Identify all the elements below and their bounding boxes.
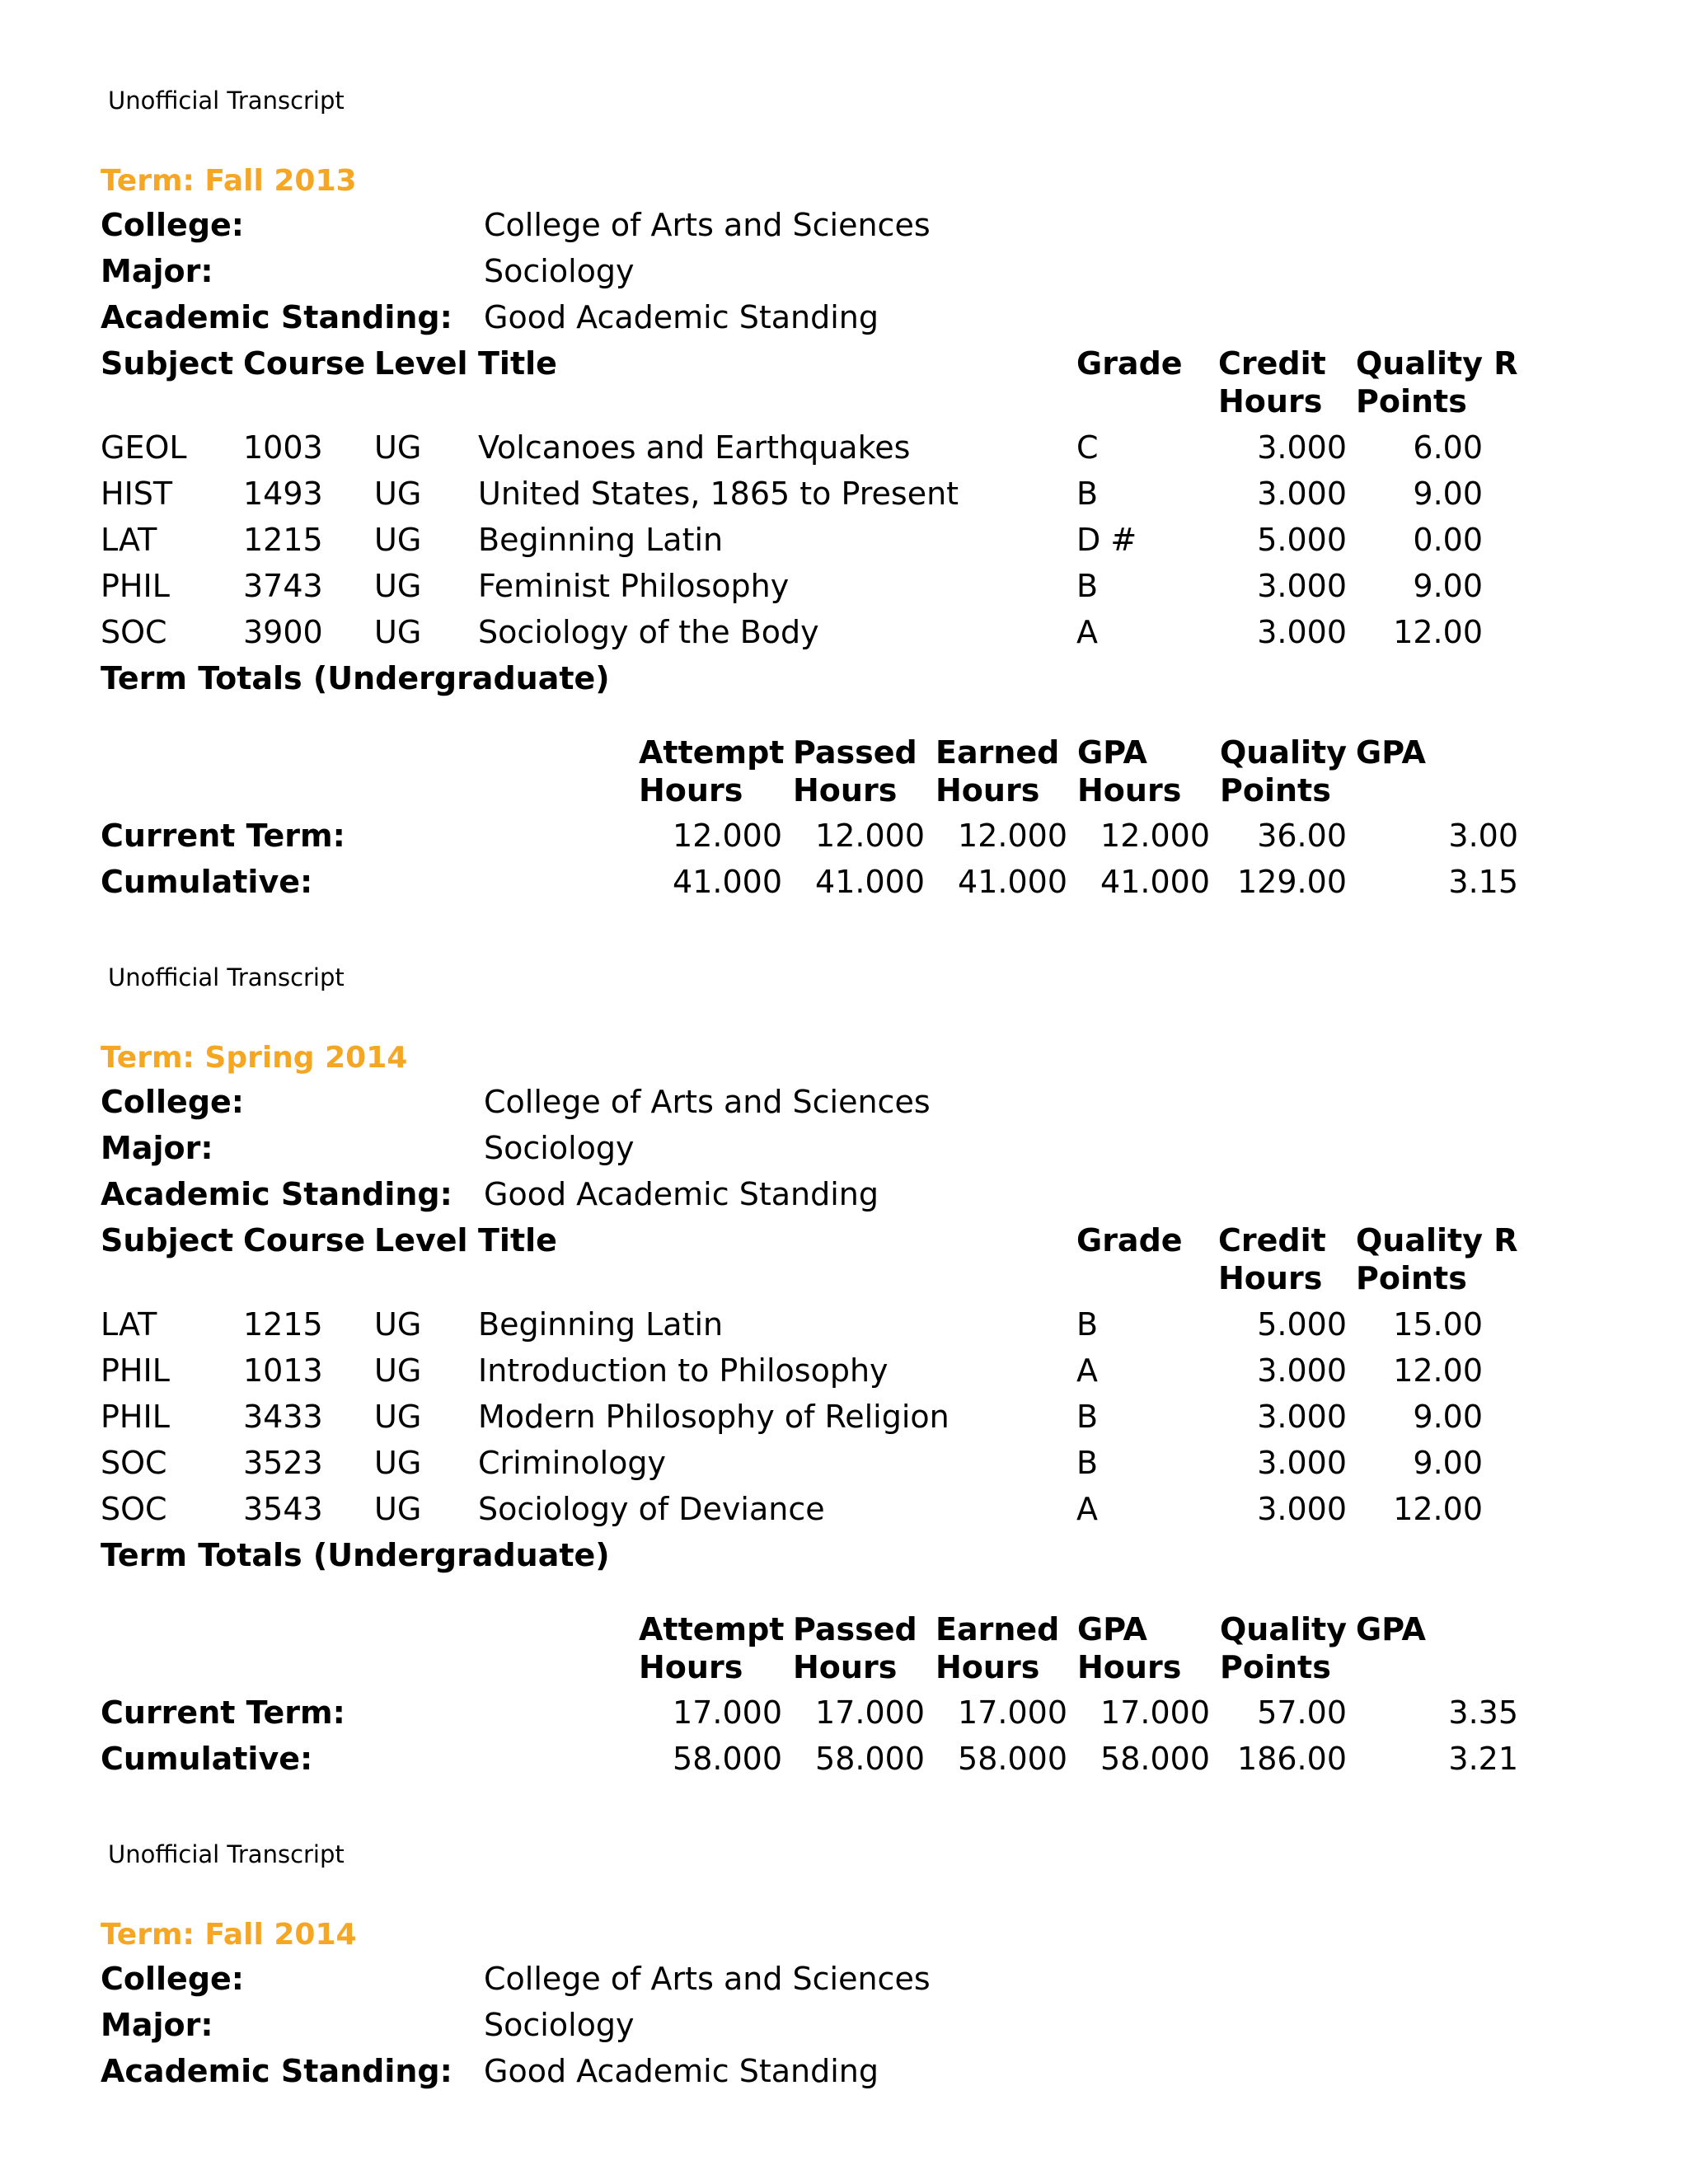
table-row	[0, 1486, 1688, 1532]
term-section-spring-2014	[0, 877, 1688, 1777]
college-row	[0, 1956, 1688, 2002]
header-title: Title	[478, 1222, 557, 1258]
header-subject: Subject	[101, 345, 234, 382]
header-gpa-hours: GPA Hours	[1077, 1611, 1182, 1685]
term-totals-title: Term Totals (Undergraduate)	[101, 660, 610, 696]
course-subject: HIST	[101, 476, 173, 512]
current-gpa-hours: 12.000	[1100, 818, 1210, 854]
term-section-fall-2013	[0, 0, 1688, 900]
course-subject: PHIL	[101, 568, 170, 604]
course-title: Sociology of Deviance	[478, 1491, 825, 1527]
course-table-header	[0, 1217, 1688, 1296]
course-grade: B	[1076, 1445, 1099, 1481]
course-number: 3433	[243, 1399, 323, 1435]
cumulative-passed-hours: 41.000	[815, 864, 925, 900]
standing-row	[0, 2048, 1688, 2094]
header-passed-hours: Passed Hours	[793, 734, 917, 808]
cumulative-earned-hours: 41.000	[958, 864, 1067, 900]
course-number: 3543	[243, 1491, 323, 1527]
course-level: UG	[374, 429, 422, 466]
course-grade: D #	[1076, 522, 1137, 558]
course-quality: 12.00	[1393, 614, 1483, 650]
header-level: Level	[374, 1222, 468, 1258]
table-row	[0, 1394, 1688, 1440]
term-title: Term: Spring 2014	[101, 1041, 408, 1075]
course-quality: 0.00	[1413, 522, 1483, 558]
table-row	[0, 563, 1688, 609]
table-row	[0, 471, 1688, 517]
college-value: College of Arts and Sciences	[484, 1084, 931, 1120]
header-attempt-hours: Attempt Hours	[639, 734, 785, 808]
table-row	[0, 1347, 1688, 1394]
totals-table-header	[0, 1606, 1688, 1685]
course-grade: A	[1076, 1491, 1098, 1527]
course-level: UG	[374, 1306, 422, 1343]
term-totals-title: Term Totals (Undergraduate)	[101, 1537, 610, 1573]
major-value: Sociology	[484, 253, 635, 289]
college-row	[0, 202, 1688, 248]
current-term-label: Current Term:	[101, 818, 345, 854]
major-row	[0, 2002, 1688, 2048]
document-header: Unofficial Transcript	[108, 87, 345, 115]
current-earned-hours: 12.000	[958, 818, 1067, 854]
major-row	[0, 248, 1688, 294]
current-quality-points: 57.00	[1257, 1694, 1347, 1731]
header-course: Course	[243, 1222, 366, 1258]
header-attempt-hours: Attempt Hours	[639, 1611, 785, 1685]
standing-row	[0, 1171, 1688, 1217]
course-title: Volcanoes and Earthquakes	[478, 429, 911, 466]
standing-label: Academic Standing:	[101, 2053, 452, 2089]
course-title: United States, 1865 to Present	[478, 476, 959, 512]
table-row	[0, 1440, 1688, 1486]
course-title: Beginning Latin	[478, 522, 724, 558]
college-row	[0, 1079, 1688, 1125]
course-credit: 3.000	[1257, 476, 1347, 512]
table-row	[0, 1301, 1688, 1347]
term-totals-row	[0, 1532, 1688, 1578]
college-value: College of Arts and Sciences	[484, 1961, 931, 1997]
course-credit: 3.000	[1257, 1352, 1347, 1389]
header-credit-hours: Credit Hours	[1218, 1222, 1326, 1296]
cumulative-label: Cumulative:	[101, 864, 313, 900]
cumulative-gpa-hours: 58.000	[1100, 1741, 1210, 1777]
course-level: UG	[374, 568, 422, 604]
course-title: Beginning Latin	[478, 1306, 724, 1343]
course-quality: 6.00	[1413, 429, 1483, 466]
header-grade: Grade	[1076, 1222, 1183, 1258]
current-passed-hours: 12.000	[815, 818, 925, 854]
current-attempt-hours: 17.000	[673, 1694, 782, 1731]
course-credit: 3.000	[1257, 429, 1347, 466]
term-totals-row	[0, 655, 1688, 701]
document-header: Unofficial Transcript	[108, 963, 345, 991]
totals-table-header	[0, 729, 1688, 808]
course-subject: PHIL	[101, 1399, 170, 1435]
current-gpa: 3.00	[1448, 818, 1518, 854]
course-level: UG	[374, 1445, 422, 1481]
course-quality: 15.00	[1393, 1306, 1483, 1343]
header-earned-hours: Earned Hours	[935, 1611, 1060, 1685]
header-course: Course	[243, 345, 366, 382]
course-number: 3523	[243, 1445, 323, 1481]
standing-label: Academic Standing:	[101, 1176, 452, 1212]
course-title: Criminology	[478, 1445, 667, 1481]
cumulative-earned-hours: 58.000	[958, 1741, 1067, 1777]
course-table-header	[0, 340, 1688, 419]
current-passed-hours: 17.000	[815, 1694, 925, 1731]
term-section-fall-2014	[0, 1754, 1688, 2184]
course-credit: 3.000	[1257, 1399, 1347, 1435]
course-credit: 3.000	[1257, 1445, 1347, 1481]
course-grade: B	[1076, 1399, 1099, 1435]
college-label: College:	[101, 1084, 244, 1120]
standing-value: Good Academic Standing	[484, 299, 879, 335]
current-gpa: 3.35	[1448, 1694, 1518, 1731]
course-grade: C	[1076, 429, 1099, 466]
course-title: Modern Philosophy of Religion	[478, 1399, 950, 1435]
header-quality-points: Quality R Points	[1356, 345, 1518, 419]
header-title: Title	[478, 345, 557, 382]
course-quality: 9.00	[1413, 476, 1483, 512]
course-subject: SOC	[101, 1491, 167, 1527]
standing-value: Good Academic Standing	[484, 2053, 879, 2089]
major-label: Major:	[101, 1130, 213, 1166]
course-title: Sociology of the Body	[478, 614, 819, 650]
course-level: UG	[374, 1399, 422, 1435]
header-level: Level	[374, 345, 468, 382]
course-subject: LAT	[101, 1306, 157, 1343]
course-credit: 3.000	[1257, 568, 1347, 604]
cumulative-attempt-hours: 41.000	[673, 864, 782, 900]
course-grade: B	[1076, 1306, 1099, 1343]
course-credit: 3.000	[1257, 1491, 1347, 1527]
document-header: Unofficial Transcript	[108, 1840, 345, 1868]
current-earned-hours: 17.000	[958, 1694, 1067, 1731]
course-grade: A	[1076, 1352, 1098, 1389]
major-label: Major:	[101, 253, 213, 289]
header-gpa: GPA	[1356, 1611, 1426, 1647]
college-value: College of Arts and Sciences	[484, 207, 931, 243]
cumulative-quality-points: 186.00	[1237, 1741, 1347, 1777]
course-number: 1215	[243, 522, 323, 558]
standing-value: Good Academic Standing	[484, 1176, 879, 1212]
course-subject: SOC	[101, 614, 167, 650]
course-grade: B	[1076, 476, 1099, 512]
course-level: UG	[374, 476, 422, 512]
cumulative-attempt-hours: 58.000	[673, 1741, 782, 1777]
course-number: 3900	[243, 614, 323, 650]
header-quality-points: Quality R Points	[1356, 1222, 1518, 1296]
cumulative-gpa: 3.15	[1448, 864, 1518, 900]
current-term-label: Current Term:	[101, 1694, 345, 1731]
cumulative-passed-hours: 58.000	[815, 1741, 925, 1777]
course-quality: 12.00	[1393, 1352, 1483, 1389]
table-row	[0, 517, 1688, 563]
course-credit: 5.000	[1257, 522, 1347, 558]
header-passed-hours: Passed Hours	[793, 1611, 917, 1685]
major-label: Major:	[101, 2007, 213, 2043]
header-quality-points: Quality Points	[1220, 734, 1347, 808]
course-number: 1215	[243, 1306, 323, 1343]
course-credit: 3.000	[1257, 614, 1347, 650]
standing-label: Academic Standing:	[101, 299, 452, 335]
table-row	[0, 424, 1688, 471]
header-grade: Grade	[1076, 345, 1183, 382]
current-term-row	[0, 1690, 1688, 1736]
college-label: College:	[101, 1961, 244, 1997]
course-number: 3743	[243, 568, 323, 604]
course-quality: 9.00	[1413, 568, 1483, 604]
course-subject: PHIL	[101, 1352, 170, 1389]
course-credit: 5.000	[1257, 1306, 1347, 1343]
term-title: Term: Fall 2014	[101, 1918, 357, 1952]
current-attempt-hours: 12.000	[673, 818, 782, 854]
header-gpa-hours: GPA Hours	[1077, 734, 1182, 808]
course-grade: A	[1076, 614, 1098, 650]
standing-row	[0, 294, 1688, 340]
major-row	[0, 1125, 1688, 1171]
course-number: 1013	[243, 1352, 323, 1389]
header-earned-hours: Earned Hours	[935, 734, 1060, 808]
cumulative-gpa: 3.21	[1448, 1741, 1518, 1777]
course-title: Feminist Philosophy	[478, 568, 790, 604]
course-number: 1493	[243, 476, 323, 512]
major-value: Sociology	[484, 2007, 635, 2043]
course-subject: SOC	[101, 1445, 167, 1481]
course-number: 1003	[243, 429, 323, 466]
table-row	[0, 609, 1688, 655]
major-value: Sociology	[484, 1130, 635, 1166]
course-subject: GEOL	[101, 429, 187, 466]
header-quality-points: Quality Points	[1220, 1611, 1347, 1685]
course-level: UG	[374, 614, 422, 650]
course-level: UG	[374, 522, 422, 558]
course-subject: LAT	[101, 522, 157, 558]
header-subject: Subject	[101, 1222, 234, 1258]
course-level: UG	[374, 1491, 422, 1527]
course-quality: 12.00	[1393, 1491, 1483, 1527]
cumulative-quality-points: 129.00	[1237, 864, 1347, 900]
header-gpa: GPA	[1356, 734, 1426, 771]
course-title: Introduction to Philosophy	[478, 1352, 889, 1389]
current-gpa-hours: 17.000	[1100, 1694, 1210, 1731]
cumulative-gpa-hours: 41.000	[1100, 864, 1210, 900]
course-level: UG	[374, 1352, 422, 1389]
cumulative-label: Cumulative:	[101, 1741, 313, 1777]
college-label: College:	[101, 207, 244, 243]
course-quality: 9.00	[1413, 1445, 1483, 1481]
course-grade: B	[1076, 568, 1099, 604]
course-quality: 9.00	[1413, 1399, 1483, 1435]
current-term-row	[0, 813, 1688, 859]
header-credit-hours: Credit Hours	[1218, 345, 1326, 419]
term-title: Term: Fall 2013	[101, 164, 357, 198]
current-quality-points: 36.00	[1257, 818, 1347, 854]
